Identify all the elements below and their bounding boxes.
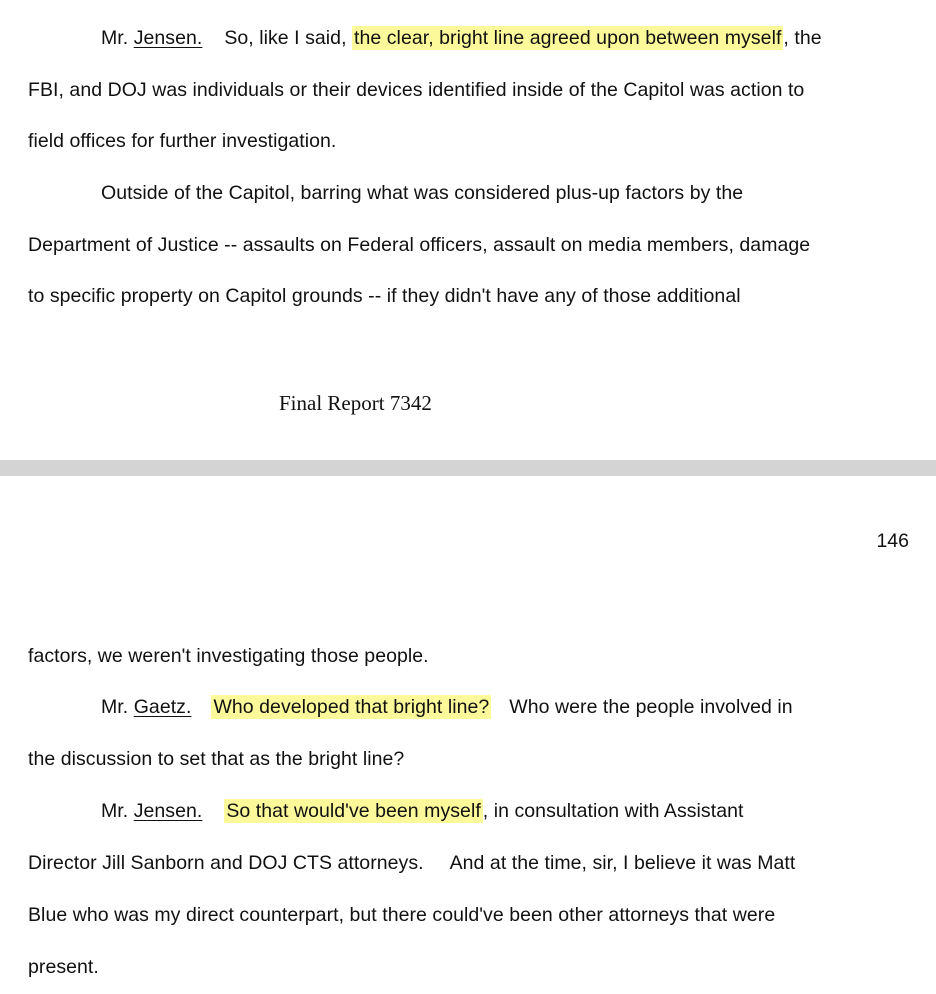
highlighted-text: the clear, bright line agreed upon between myself xyxy=(354,27,782,49)
paragraph-jensen2-line-3: Blue who was my direct counterpart, but there could've been other attorneys that were xyxy=(28,904,776,926)
page-footer: Final Report 7342 xyxy=(279,391,432,415)
paragraph-continued-line-1: factors, we weren't investigating those people. xyxy=(28,645,429,667)
paragraph-jensen-line-3: field offices for further investigation. xyxy=(28,130,337,152)
paragraph-gaetz-line-2: the discussion to set that as the bright line? xyxy=(28,748,405,770)
speech-text: So, like I said, xyxy=(224,27,347,49)
paragraph-jensen2-line-2 xyxy=(28,850,795,876)
speaker-name: Jensen. xyxy=(133,800,203,822)
paragraph-jensen2-line-1 xyxy=(101,798,743,824)
transcript-page-lower xyxy=(0,476,936,994)
highlighted-text: Who developed that bright line? xyxy=(213,696,490,718)
speaker-title: Mr. xyxy=(101,27,129,49)
highlighted-text: So that would've been myself xyxy=(226,800,481,822)
speaker-name: Jensen. xyxy=(133,27,203,49)
paragraph-jensen2-line-4: present. xyxy=(28,956,99,978)
page-number: 146 xyxy=(876,530,909,552)
paragraph-outside-line-1: Outside of the Capitol, barring what was considered plus-up factors by the xyxy=(101,182,744,204)
speaker-title: Mr. xyxy=(101,696,129,718)
speaker-name: Gaetz. xyxy=(133,696,192,718)
speaker-title: Mr. xyxy=(101,800,129,822)
paragraph-outside-line-2: Department of Justice -- assaults on Federal officers, assault on media members, damage xyxy=(28,234,811,256)
speech-text: Director Jill Sanborn and DOJ CTS attorneys. xyxy=(28,852,424,874)
speech-text: Who were the people involved in xyxy=(509,696,793,718)
paragraph-jensen-line-2: FBI, and DOJ was individuals or their devices identified inside of the Capitol was action to xyxy=(28,79,805,101)
page-separator xyxy=(0,460,936,476)
paragraph-outside-line-3: to specific property on Capitol grounds -- if they didn't have any of those additional xyxy=(28,285,741,307)
paragraph-gaetz-line-1 xyxy=(101,694,793,720)
paragraph-jensen-line-1 xyxy=(101,25,822,51)
speech-text: , in consultation with Assistant xyxy=(482,800,744,822)
speech-text: And at the time, sir, I believe it was Matt xyxy=(449,852,796,874)
transcript-page-upper xyxy=(0,0,936,460)
speech-text: , the xyxy=(783,27,822,49)
